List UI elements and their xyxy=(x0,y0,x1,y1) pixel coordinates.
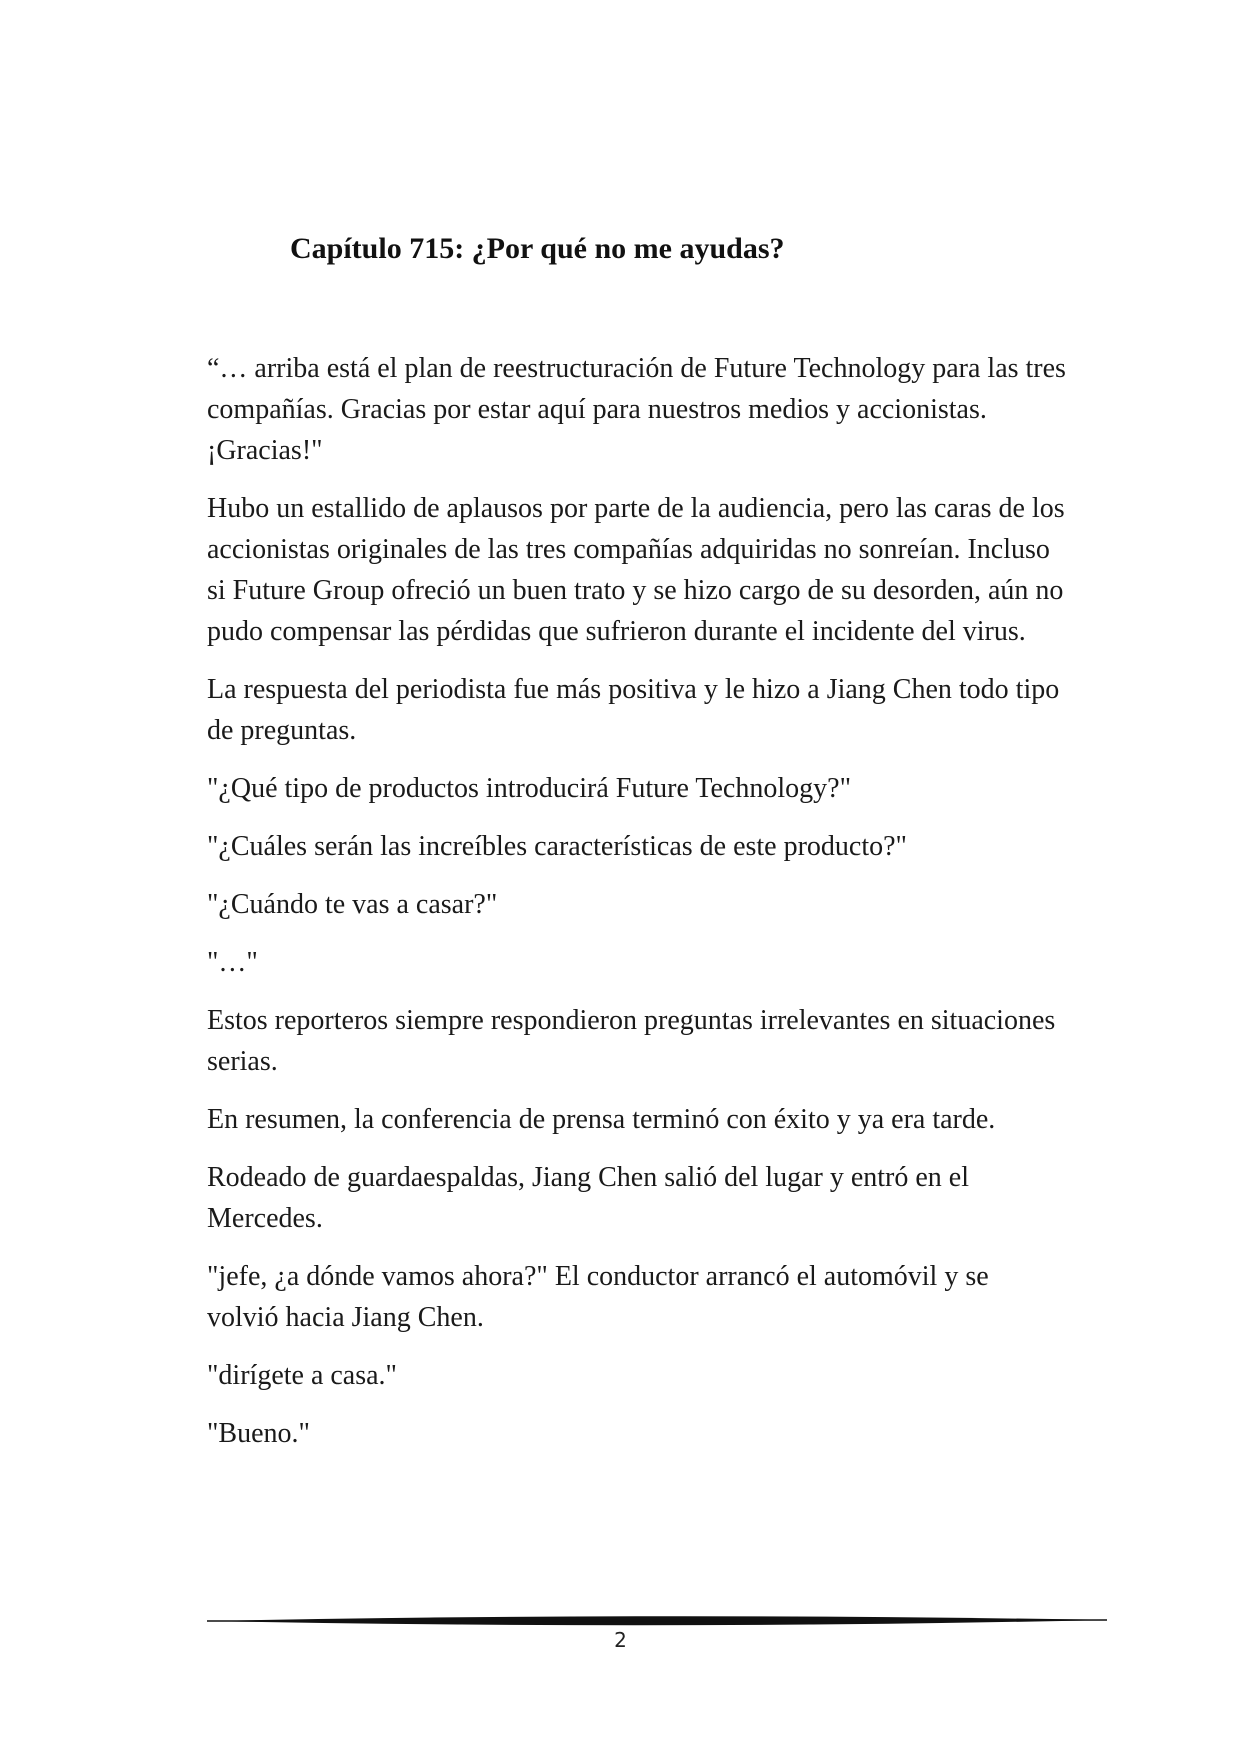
footer-divider xyxy=(207,1614,1107,1628)
paragraph: La respuesta del periodista fue más positiva y le hizo a Jiang Chen todo tipo de preguntas. xyxy=(207,674,1060,746)
paragraph: En resumen, la conferencia de prensa terminó con éxito y ya era tarde. xyxy=(207,1104,996,1135)
paragraph: "dirígete a casa." xyxy=(207,1360,397,1391)
paragraph: "jefe, ¿a dónde vamos ahora?" El conductor arrancó el automóvil y se volvió hacia Jiang Chen. xyxy=(207,1261,989,1333)
paragraph: "¿Qué tipo de productos introducirá Future Technology?" xyxy=(207,773,851,804)
paragraph: "…" xyxy=(207,947,258,978)
page-number: 2 xyxy=(614,1628,627,1652)
paragraph: “… arriba está el plan de reestructuración de Future Technology para las tres compañías. Gracias por estar aquí para nuestros medios y accionistas. ¡Gracias!" xyxy=(207,353,1066,466)
paragraph: "¿Cuándo te vas a casar?" xyxy=(207,889,498,920)
paragraph: "Bueno." xyxy=(207,1418,310,1449)
chapter-body xyxy=(207,348,1067,1471)
paragraph: Estos reporteros siempre respondieron preguntas irrelevantes en situaciones serias. xyxy=(207,1005,1056,1077)
paragraph: Hubo un estallido de aplausos por parte de la audiencia, pero las caras de los accionistas originales de las tres compañías adquiridas no sonreían. Incluso si Future Group ofreció un buen trato y se hizo cargo de su desorden, aún no pudo compensar las pérdidas que sufrieron durante el incidente del virus. xyxy=(207,493,1065,647)
paragraph: "¿Cuáles serán las increíbles características de este producto?" xyxy=(207,831,907,862)
paragraph: Rodeado de guardaespaldas, Jiang Chen salió del lugar y entró en el Mercedes. xyxy=(207,1162,969,1234)
chapter-title: Capítulo 715: ¿Por qué no me ayudas? xyxy=(290,232,785,265)
